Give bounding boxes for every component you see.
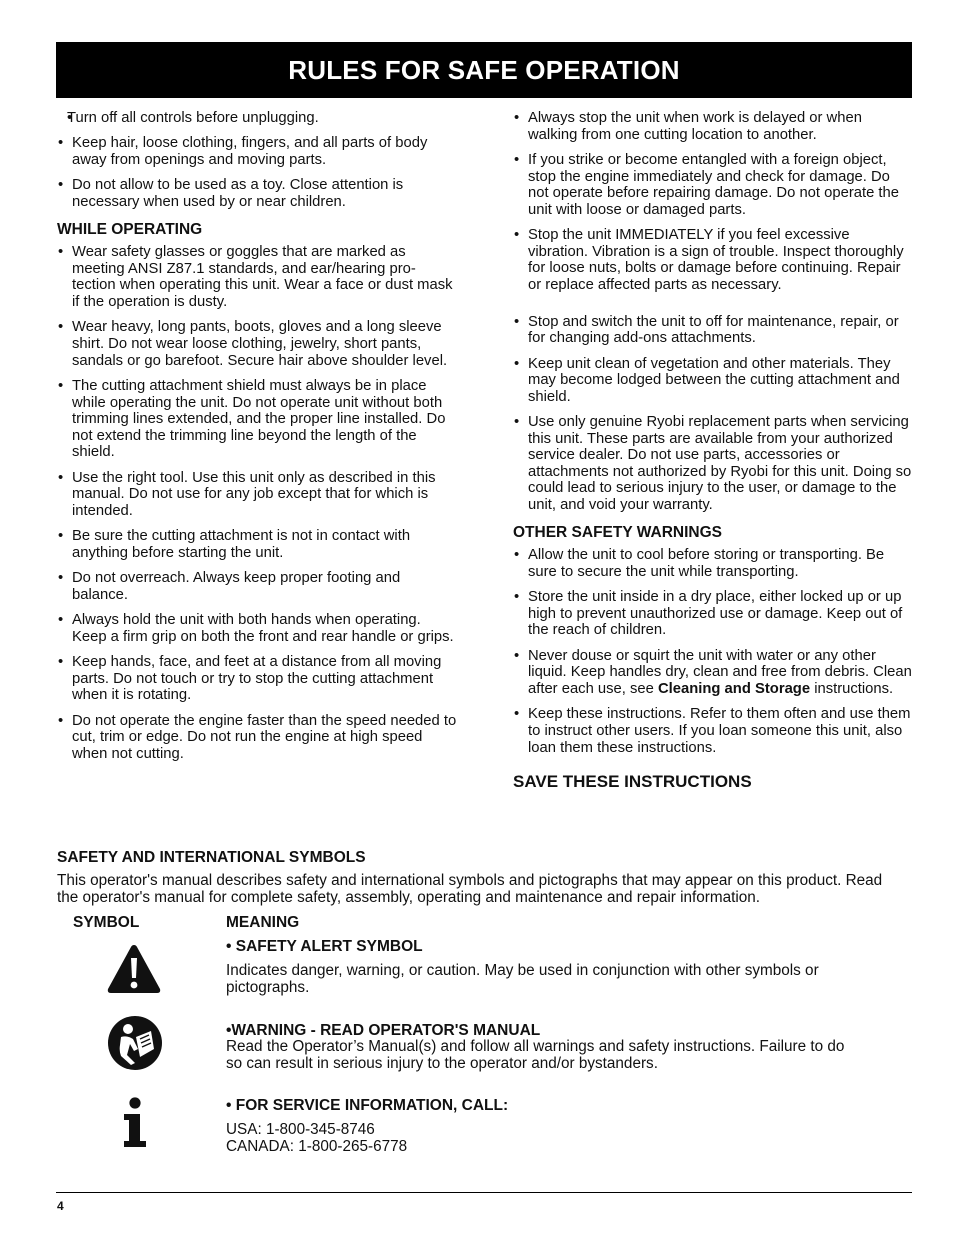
list-item: • Keep hair, loose clothing, fingers, and all parts of body away from openings and moving parts. <box>57 135 457 168</box>
symbols-intro: This operator's manual describes safety and international symbols and pictographs that may appear on this product. Read the operator's manual for complete safety, assembly, operating and maintenance and repair information. <box>57 871 883 906</box>
list-item: • Do not allow to be used as a toy. Close attention is necessary when used by or near children. <box>57 177 457 210</box>
footer-divider <box>56 1192 912 1193</box>
read-manual-title: •WARNING - READ OPERATOR'S MANUAL <box>226 1022 541 1039</box>
left-column <box>57 110 457 771</box>
safety-alert-text: Indicates danger, warning, or caution. May be used in conjunction with other symbols or pictographs. <box>226 962 819 996</box>
intro-list <box>57 110 457 211</box>
list-item: • Keep hands, face, and feet at a distance from all moving parts. Do not touch or try to stop the cutting attachment when it is rotating. <box>57 654 457 704</box>
douse-text-end: instructions. <box>810 681 894 697</box>
douse-text: Never douse or squirt the unit with water or any other liquid. Keep handles dry, clean and free from debris. Clean after each use, see <box>528 647 912 697</box>
list-item: • Stop and switch the unit to off for maintenance, repair, or for changing add-ons attachments. <box>513 314 913 347</box>
list-item: • Always hold the unit with both hands when operating. Keep a firm grip on both the front and rear handle or grips. <box>57 612 457 645</box>
list-item: • Be sure the cutting attachment is not in contact with anything before starting the unit. <box>57 528 457 561</box>
service-info-title: • FOR SERVICE INFORMATION, CALL: <box>226 1097 509 1114</box>
list-item: • Keep these instructions. Refer to them often and use them to instruct other users. If you loan someone this unit, also loan them these instructions. <box>513 706 913 756</box>
while-operating-list <box>57 244 457 762</box>
list-item: • Stop the unit IMMEDIATELY if you feel excessive vibration. Vibration is a sign of trouble. Inspect thoroughly for loose nuts, bolts or damage before continuing. Repair or replace affected parts as necessary. <box>513 227 913 293</box>
list-item: • Turn off all controls before unplugging. <box>57 110 457 127</box>
read-manual-icon <box>107 1015 163 1076</box>
list-item <box>513 648 913 698</box>
safety-alert-title: • SAFETY ALERT SYMBOL <box>226 938 423 955</box>
list-item: • Use the right tool. Use this unit only as described in this manual. Do not use for any job except that for which is intended. <box>57 470 457 520</box>
service-phone-usa: USA: 1-800-345-8746 <box>226 1121 375 1138</box>
information-icon <box>120 1097 150 1154</box>
list-item: • Use only genuine Ryobi replacement parts when servicing this unit. These parts are available from your authorized service dealer. Do not use parts, accessories or attachments not authorized by Ryobi for this unit. Doing so could lead to serious injury to the user, or damage to the unit, and void your warranty. <box>513 414 913 514</box>
list-item: • The cutting attachment shield must always be in place while operating the unit. Do not operate unit without both trimming lines extended, and the proper line installed. Do not extend the trimming line beyond the length of the shield. <box>57 378 457 461</box>
list-item: • Allow the unit to cool before storing or transporting. Be sure to secure the unit while transporting. <box>513 547 913 580</box>
right-column <box>513 110 913 791</box>
page-title-banner <box>56 42 912 98</box>
list-item: • Store the unit inside in a dry place, either locked up or up high to prevent unauthorized use or damage. Keep out of the reach of children. <box>513 589 913 639</box>
cleaning-storage-reference: Cleaning and Storage <box>657 681 811 697</box>
meaning-column-header: MEANING <box>226 914 300 931</box>
read-manual-text: Read the Operator’s Manual(s) and follow all warnings and safety instructions. Failure to do so can result in serious injury to the operator and/or bystanders. <box>226 1038 845 1072</box>
page-title: RULES FOR SAFE OPERATION <box>288 54 680 85</box>
save-instructions-heading: SAVE THESE INSTRUCTIONS <box>513 772 752 792</box>
page-number: 4 <box>57 1199 64 1213</box>
symbol-column-header: SYMBOL <box>73 914 140 931</box>
list-item: • Do not operate the engine faster than the speed needed to cut, trim or edge. Do not run the engine at high speed when not cutting. <box>57 713 457 763</box>
safety-alert-icon <box>106 943 162 1000</box>
list-item: • Always stop the unit when work is delayed or when walking from one cutting location to another. <box>513 110 913 143</box>
right-list <box>513 110 913 514</box>
list-item: • If you strike or become entangled with a foreign object, stop the engine immediately and check for damage. Do not operate before repairing damage. Do not operate the unit with loose or damaged parts. <box>513 152 913 218</box>
other-warnings-list <box>513 547 913 756</box>
section-heading-while-operating: WHILE OPERATING <box>57 220 203 238</box>
list-item: • Do not overreach. Always keep proper footing and balance. <box>57 570 457 603</box>
symbols-section <box>57 850 913 906</box>
list-item: • Wear heavy, long pants, boots, gloves and a long sleeve shirt. Do not wear loose clothing, jewelry, short pants, sandals or go barefoot. Secure hair above shoulder level. <box>57 319 457 369</box>
service-phone-canada: CANADA: 1-800-265-6778 <box>226 1138 408 1155</box>
section-heading-other-safety-warnings: OTHER SAFETY WARNINGS <box>513 523 722 541</box>
list-item: • Keep unit clean of vegetation and other materials. They may become lodged between the cutting attachment and shield. <box>513 356 913 406</box>
symbols-heading: SAFETY AND INTERNATIONAL SYMBOLS <box>57 849 366 866</box>
list-item: • Wear safety glasses or goggles that are marked as meeting ANSI Z87.1 standards, and ear/hearing pro-tection when operating this unit. Wear a face or dust mask if the operation is dusty. <box>57 244 457 310</box>
